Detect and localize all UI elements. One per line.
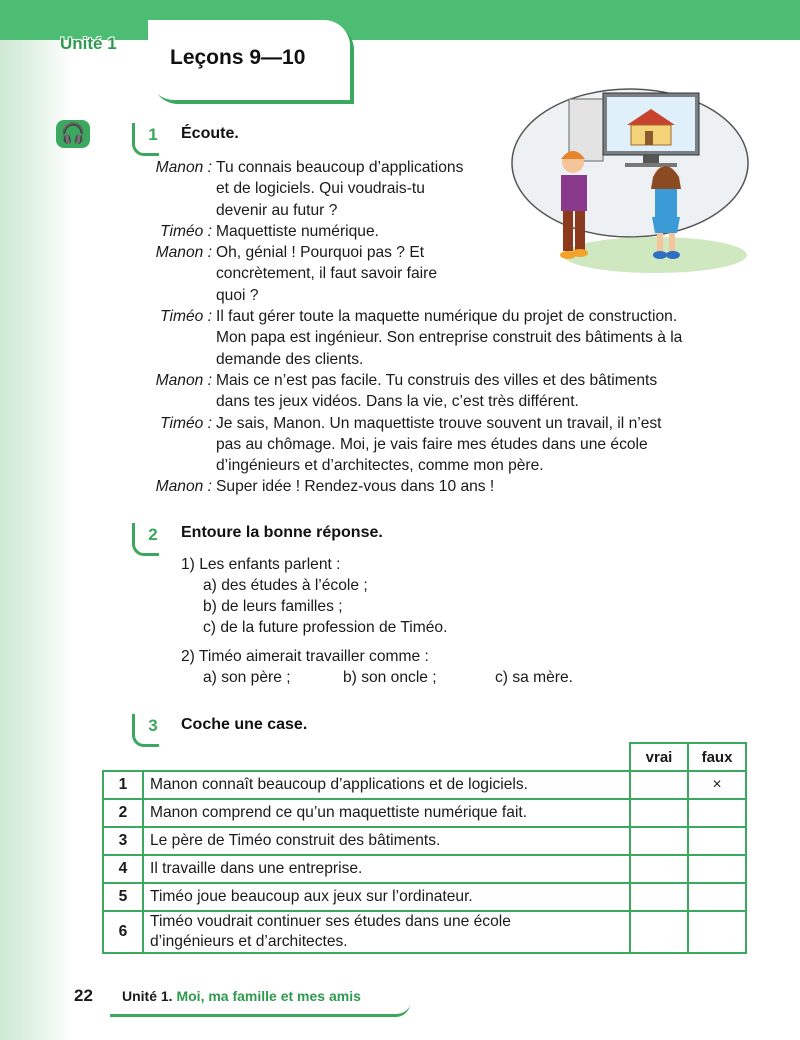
column-header-false: faux (688, 743, 746, 771)
question-1-stem: 1) Les enfants parlent : (181, 556, 341, 573)
dialogue-text: Tu connais beaucoup d’applications (216, 159, 464, 176)
statement-text: Timéo voudrait continuer ses études dans une école (150, 913, 511, 930)
dialogue-text: Maquettiste numérique. (216, 222, 379, 240)
answer-option[interactable]: a) des études à l’école ; (203, 577, 368, 594)
dialogue-text: concrètement, il faut savoir faire (216, 265, 438, 283)
dialogue-text: et de logiciels. Qui voudrais-tu (216, 180, 425, 198)
dialogue (110, 157, 752, 498)
table-row: 6 Timéo voudrait continuer ses études dans une école d’ingénieurs et d’architectes. (103, 911, 746, 953)
answer-option[interactable]: c) sa mère. (495, 669, 573, 686)
table-row: 4 Il travaille dans une entreprise. (103, 855, 746, 883)
unit-tab-label: Unité 1 (60, 34, 117, 53)
column-header-true: vrai (630, 743, 688, 771)
speaker: Manon : (155, 478, 212, 496)
left-margin-band (0, 0, 72, 1040)
dialogue-text: demande des clients. (216, 350, 364, 368)
unit-tab (40, 26, 140, 66)
dialogue-line (110, 306, 752, 370)
answer-option[interactable]: b) son oncle ; (343, 669, 437, 686)
dialogue-text: dans tes jeux vidéos. Dans la vie, c’est très différent. (216, 393, 579, 411)
section-title-2: Entoure la bonne réponse. (181, 524, 383, 541)
table-row: 3 Le père de Timéo construit des bâtiments. (103, 827, 746, 855)
checkbox-true[interactable] (630, 771, 688, 799)
speaker: Timéo : (160, 414, 212, 432)
page-number: 22 (74, 986, 93, 1005)
checkbox-false[interactable] (688, 883, 746, 911)
page-footer (66, 978, 410, 1014)
dialogue-text: Oh, génial ! Pourquoi pas ? Et (216, 244, 425, 262)
lesson-title: Leçons 9—10 (170, 46, 306, 69)
speaker: Timéo : (160, 308, 212, 326)
answer-option[interactable]: b) de leurs familles ; (203, 598, 343, 615)
table-row: 2 Manon comprend ce qu’un maquettiste numérique fait. (103, 799, 746, 827)
dialogue-text: d’ingénieurs et d’architectes, comme mon père. (216, 457, 544, 475)
statement-text: d’ingénieurs et d’architectes. (150, 933, 348, 950)
speaker: Manon : (155, 159, 212, 176)
true-false-table (102, 742, 747, 954)
dialogue-line (110, 157, 752, 221)
dialogue-line (110, 370, 752, 413)
question-2-stem: 2) Timéo aimerait travailler comme : (181, 648, 429, 665)
speaker: Manon : (155, 244, 212, 262)
footer-unit: Unité 1. (122, 988, 173, 1004)
dialogue-line (110, 476, 752, 497)
footer-label (122, 988, 361, 1004)
section-number-1: 1 (138, 121, 168, 149)
checkbox-true[interactable] (630, 855, 688, 883)
dialogue-text: Il faut gérer toute la maquette numérique du projet de construction. (216, 308, 678, 326)
section-number-3: 3 (138, 712, 168, 740)
footer-unit-title: Moi, ma famille et mes amis (176, 988, 361, 1004)
speaker: Manon : (155, 371, 212, 389)
checkbox-false[interactable]: × (688, 771, 746, 799)
dialogue-text: quoi ? (216, 286, 259, 304)
answer-option[interactable]: a) son père ; (203, 669, 291, 686)
lesson-title-box (148, 20, 350, 100)
checkbox-false[interactable] (688, 911, 746, 953)
checkbox-false[interactable] (688, 799, 746, 827)
dialogue-text: devenir au futur ? (216, 201, 338, 219)
dialogue-text: pas au chômage. Moi, je vais faire mes études dans une école (216, 435, 648, 453)
dialogue-line (110, 221, 752, 242)
checkbox-true[interactable] (630, 911, 688, 953)
speaker: Timéo : (160, 222, 212, 240)
dialogue-text: Je sais, Manon. Un maquettiste trouve souvent un travail, il n’est (216, 414, 662, 432)
section-number-2: 2 (138, 521, 168, 549)
dialogue-text: Mais ce n’est pas facile. Tu construis des villes et des bâtiments (216, 371, 658, 389)
dialogue-text: Super idée ! Rendez-vous dans 10 ans ! (216, 478, 495, 496)
checkbox-true[interactable] (630, 827, 688, 855)
checkbox-false[interactable] (688, 855, 746, 883)
answer-option[interactable]: c) de la future profession de Timéo. (203, 619, 448, 636)
headphones-icon: 🎧 (56, 120, 90, 148)
dialogue-line (110, 413, 752, 477)
table-row: 1 Manon connaît beaucoup d’applications et de logiciels. × (103, 771, 746, 799)
checkbox-false[interactable] (688, 827, 746, 855)
checkbox-true[interactable] (630, 883, 688, 911)
section-title-3: Coche une case. (181, 716, 308, 733)
checkbox-true[interactable] (630, 799, 688, 827)
dialogue-line (110, 242, 752, 306)
section-title-1: Écoute. (181, 125, 239, 142)
table-header-row (103, 743, 746, 771)
dialogue-text: Mon papa est ingénieur. Son entreprise construit des bâtiments à la (216, 329, 683, 347)
table-row: 5 Timéo joue beaucoup aux jeux sur l’ordinateur. (103, 883, 746, 911)
